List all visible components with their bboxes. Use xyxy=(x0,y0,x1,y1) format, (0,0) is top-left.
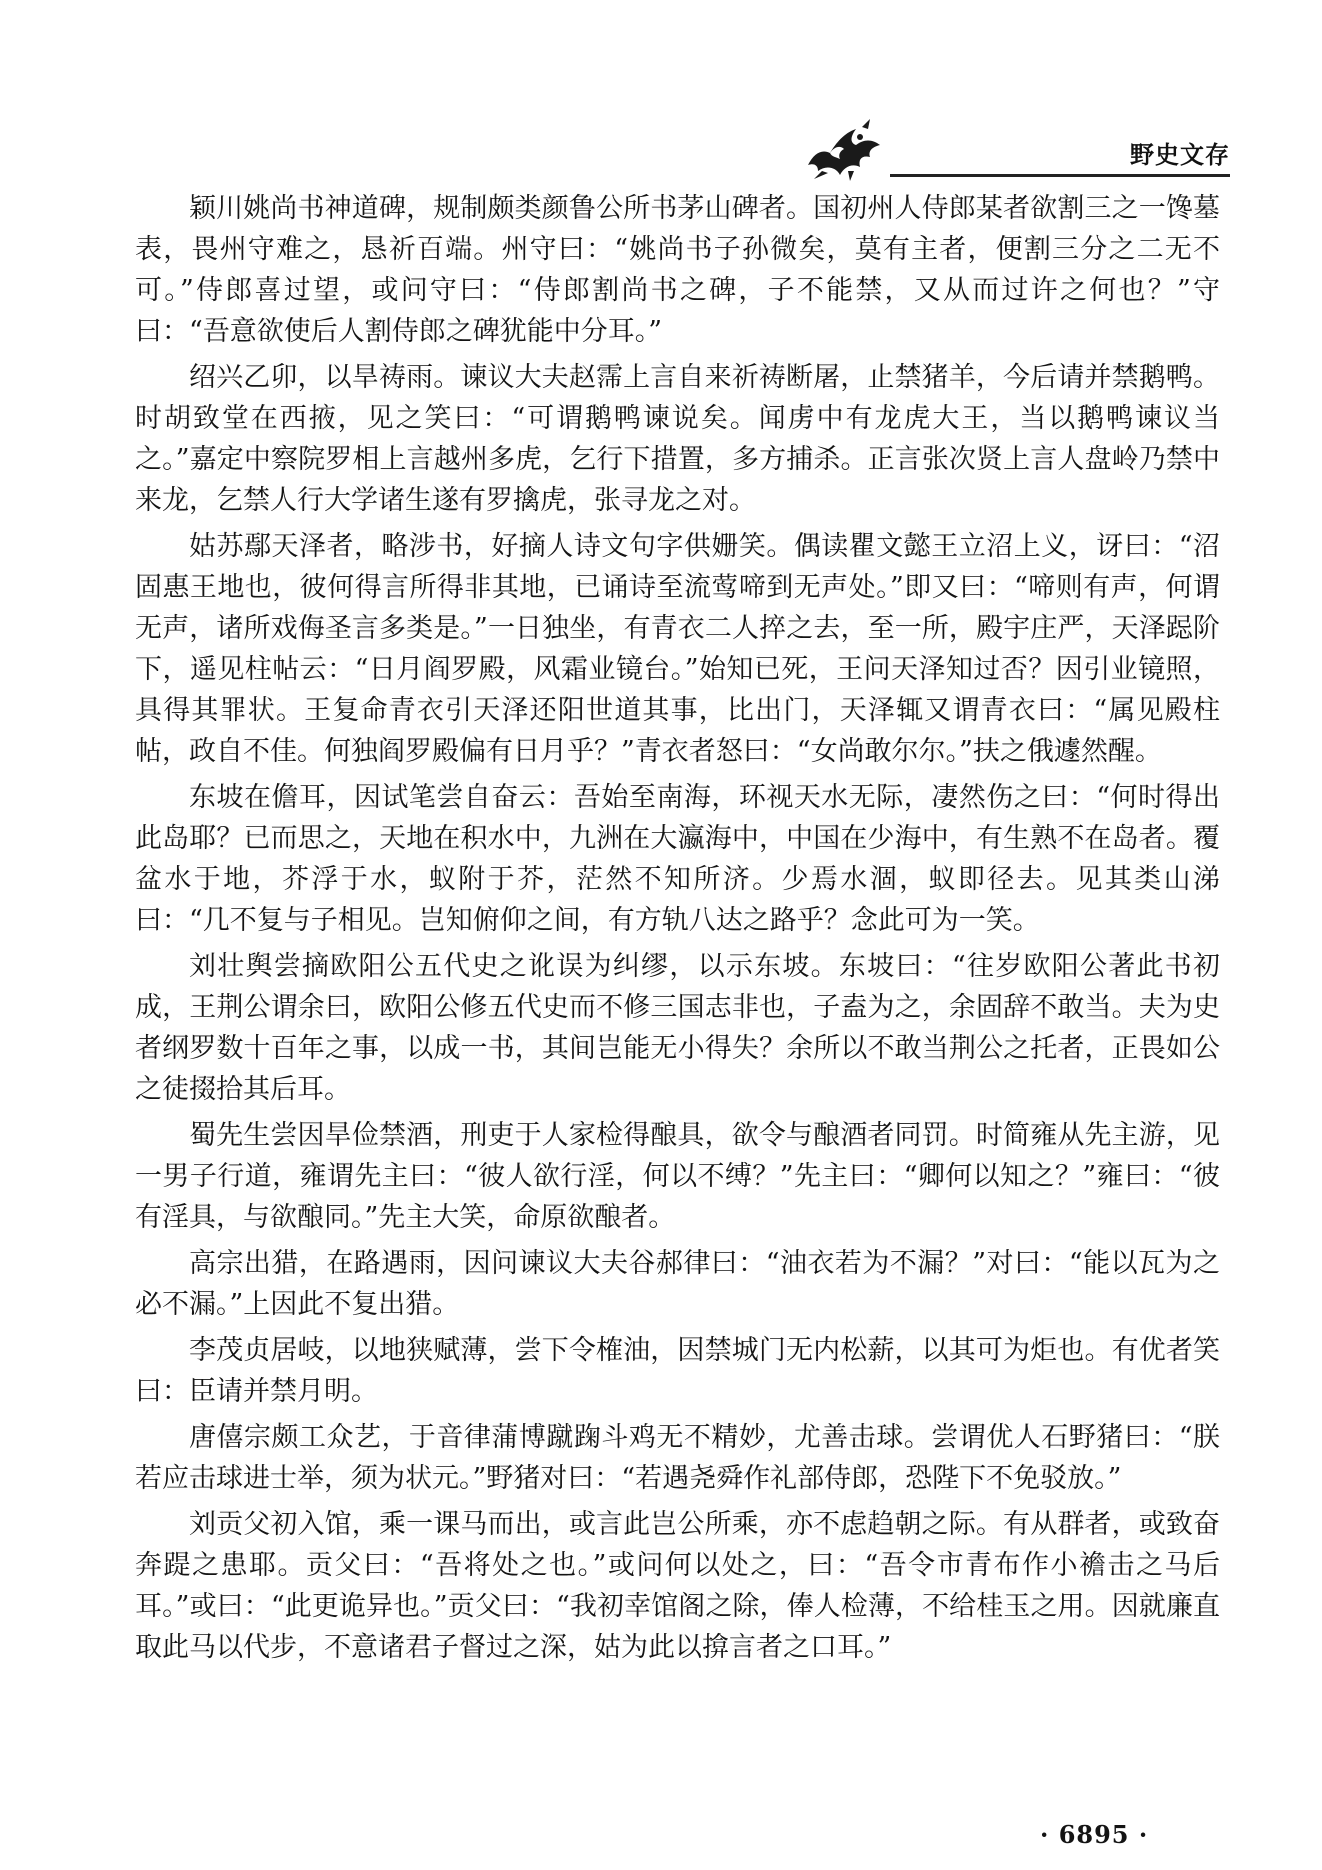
paragraph: 绍兴乙卯，以旱祷雨。谏议大夫赵霈上言自来祈祷断屠，止禁猪羊，今后请并禁鹅鸭。时胡致堂在西掖，见之笑曰：“可谓鹅鸭谏说矣。闻虏中有龙虎大王，当以鹅鸭谏议当之。”嘉定中察院罗相上言越州多虎，乞行下措置，多方捕杀。正言张次贤上言人盘岭乃禁中来龙，乞禁人行大学诸生遂有罗擒虎，张寻龙之对。 xyxy=(135,362,1220,516)
paragraph: 唐僖宗颇工众艺，于音律蒲博蹴踘斗鸡无不精妙，尤善击球。尝谓优人石野猪曰：“朕若应击球进士举，须为状元。”野猪对曰：“若遇尧舜作礼部侍郎，恐陛下不免驳放。” xyxy=(135,1422,1220,1494)
paragraph: 刘贡父初入馆，乘一课马而出，或言此岂公所乘，亦不虑趋朝之际。有从群者，或致奋奔踶之患耶。贡父曰：“吾将处之也。”或问何以处之，曰：“吾令市青布作小襜击之马后耳。”或曰：“此更诡异也。”贡父曰：“我初幸馆阁之除，俸人检薄，不给桂玉之用。因就廉直取此马以代步，不意诸君子督过之深，姑为此以揜言者之口耳。” xyxy=(135,1509,1220,1663)
header-title: 野史文存 xyxy=(1130,141,1230,169)
paragraph: 刘壮舆尝摘欧阳公五代史之讹误为纠缪，以示东坡。东坡曰：“往岁欧阳公著此书初成，王荆公谓余曰，欧阳公修五代史而不修三国志非也，子盍为之，余固辞不敢当。夫为史者纲罗数十百年之事，以成一书，其间岂能无小得失？余所以不敢当荆公之托者，正畏如公之徒掇拾其后耳。 xyxy=(135,951,1220,1105)
paragraph: 东坡在儋耳，因试笔尝自奋云：吾始至南海，环视天水无际，凄然伤之曰：“何时得出此岛耶？已而思之，天地在积水中，九洲在大瀛海中，中国在少海中，有生熟不在岛者。覆盆水于地，芥浮于水，蚁附于芥，茫然不知所济。少焉水涸，蚁即径去。见其类山涕曰：“几不复与子相见。岂知俯仰之间，有方轨八达之路乎？念此可为一笑。 xyxy=(135,782,1220,936)
paragraph: 蜀先生尝因旱俭禁酒，刑吏于人家检得酿具，欲令与酿酒者同罚。时简雍从先主游，见一男子行道，雍谓先主曰：“彼人欲行淫，何以不缚？”先主曰：“卿何以知之？”雍曰：“彼有淫具，与欲酿同。”先主大笑，命原欲酿者。 xyxy=(135,1120,1220,1233)
paragraph: 颖川姚尚书神道碑，规制颇类颜鲁公所书茅山碑者。国初州人侍郎某者欲割三之一馋墓表，畏州守难之，恳祈百端。州守曰：“姚尚书子孙微矣，莫有主者，便割三分之二无不可。”侍郎喜过望，或问守曰：“侍郎割尚书之碑，子不能禁，又从而过许之何也？”守曰：“吾意欲使后人割侍郎之碑犹能中分耳。” xyxy=(135,193,1220,347)
paragraph: 高宗出猎，在路遇雨，因问谏议大夫谷郝律曰：“油衣若为不漏？”对曰：“能以瓦为之必不漏。”上因此不复出猎。 xyxy=(135,1248,1220,1320)
paragraph: 李茂贞居岐，以地狭赋薄，尝下令榷油，因禁城门无内松薪，以其可为炬也。有优者笑曰：臣请并禁月明。 xyxy=(135,1335,1220,1407)
header-rule xyxy=(890,174,1230,177)
paragraph: 姑苏鄢天泽者，略涉书，好摘人诗文句字供姗笑。偶读瞿文懿王立沼上义，讶曰：“沼固惠王地也，彼何得言所得非其地，已诵诗至流莺啼到无声处。”即又曰：“啼则有声，何谓无声，诸所戏侮圣言多类是。”一日独坐，有青衣二人捽之去，至一所，殿宇庄严，天泽跽阶下，遥见柱帖云：“日月阎罗殿，风霜业镜台。”始知已死，王问天泽知过否？因引业镜照，具得其罪状。王复命青衣引天泽还阳世道其事，比出门，天泽辄又谓青衣曰：“属见殿柱帖，政自不佳。何独阎罗殿偏有日月乎？”青衣者怒曰：“女尚敢尔尔。”扶之俄遽然醒。 xyxy=(135,531,1220,767)
running-header xyxy=(800,115,1230,181)
dragon-emblem-icon xyxy=(800,115,890,181)
page-number: · 6895 · xyxy=(1040,1820,1149,1849)
body-text xyxy=(135,188,1220,1673)
